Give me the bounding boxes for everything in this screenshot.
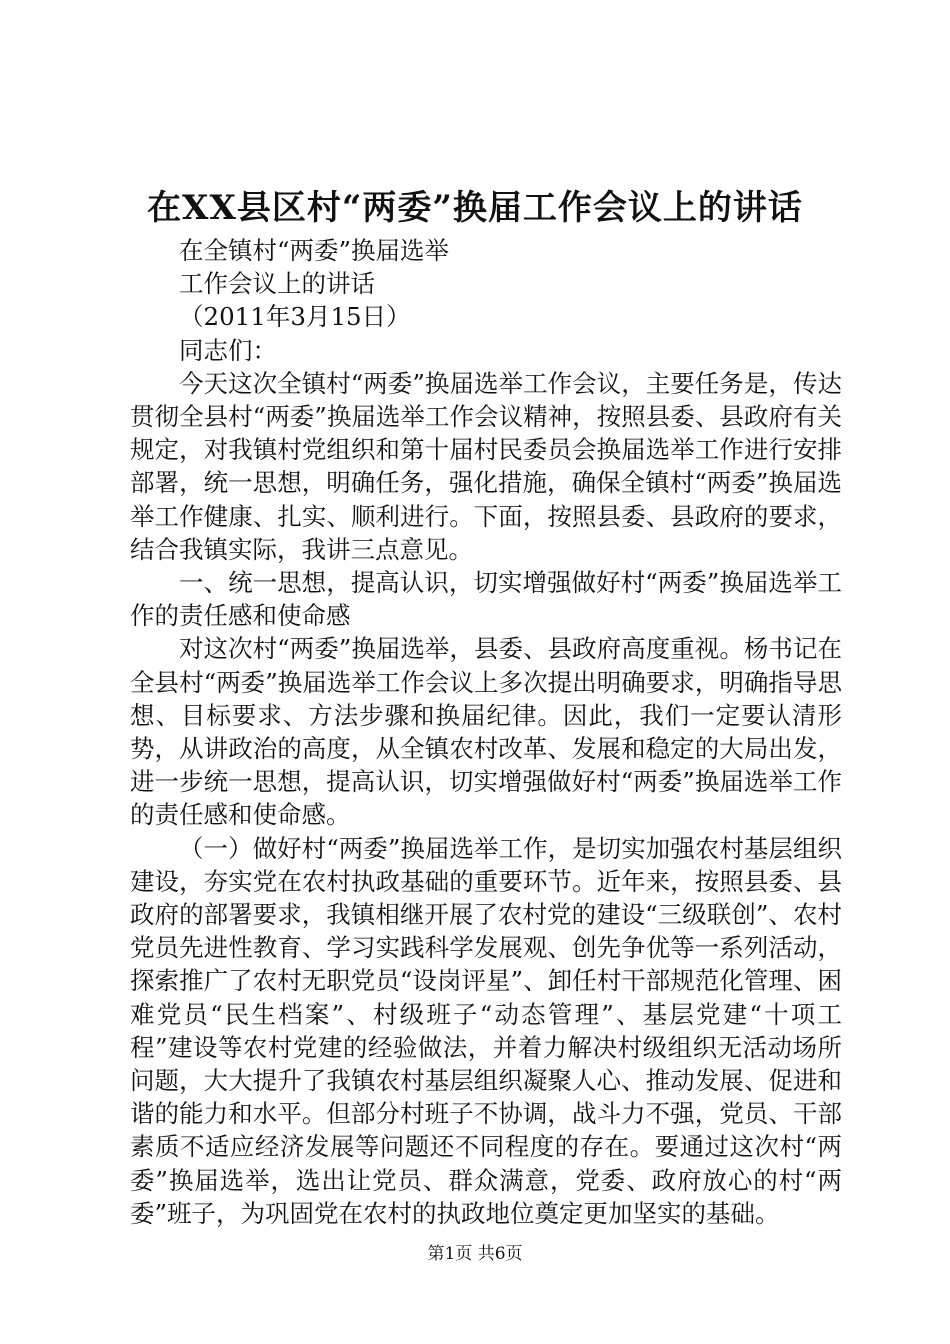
page-footer: 第1页 共6页: [427, 1244, 523, 1264]
paragraph-section-1: 对这次村“两委”换届选举，县委、县政府高度重视。杨书记在全县村“两委”换届选举工作会议上多次提出明确要求，明确指导思想、目标要求、方法步骤和换届纪律。因此，我们一定要认清形势，从讲政治的高度，从全镇农村改革、发展和稳定的大局出发，进一步统一思想，提高认识，切实增强做好村“两委”换届选举工作的责任感和使命感。: [130, 634, 842, 830]
section-heading-1: 一、统一思想，提高认识，切实增强做好村“两委”换届选举工作的责任感和使命感: [130, 568, 842, 631]
paragraph-subsection-1: （一）做好村“两委”换届选举工作，是切实加强农村基层组织建设，夯实党在农村执政基础的重要环节。近年来，按照县委、县政府的部署要求，我镇相继开展了农村党的建设“三级联创”、农村党员先进性教育、学习实践科学发展观、创先争优等一系列活动，探索推广了农村无职党员“设岗评星”、卸任村干部规范化管理、困难党员“民生档案”、村级班子“动态管理”、基层党建“十项工程”建设等农村党建的经验做法，并着力解决村级组织无活动场所问题，大大提升了我镇农村基层组织凝聚人心、推动发展、促进和谐的能力和水平。但部分村班子不协调，战斗力不强，党员、干部素质不适应经济发展等问题还不同程度的存在。要通过这次村“两委”换届选举，选出让党员、群众满意，党委、政府放心的村“两委”班子，为巩固党在农村的执政地位奠定更加坚实的基础。: [130, 833, 842, 1228]
salutation: 同志们：: [179, 335, 277, 365]
document-body: [130, 234, 842, 1230]
subtitle-line-1: 在全镇村“两委”换届选举: [179, 236, 450, 265]
paragraph-intro: 今天这次全镇村“两委”换届选举工作会议，主要任务是，传达贯彻全县村“两委”换届选举工作会议精神，按照县委、县政府有关规定，对我镇村党组织和第十届村民委员会换届选举工作进行安排部署，统一思想，明确任务，强化措施，确保全镇村“两委”换届选举工作健康、扎实、顺利进行。下面，按照县委、县政府的要求，结合我镇实际，我讲三点意见。: [130, 368, 842, 564]
document-title: 在XX县区村“两委”换届工作会议上的讲话: [147, 188, 803, 228]
subtitle-line-2: 工作会议上的讲话: [179, 269, 375, 299]
speech-date: （2011年3月15日）: [179, 302, 411, 332]
